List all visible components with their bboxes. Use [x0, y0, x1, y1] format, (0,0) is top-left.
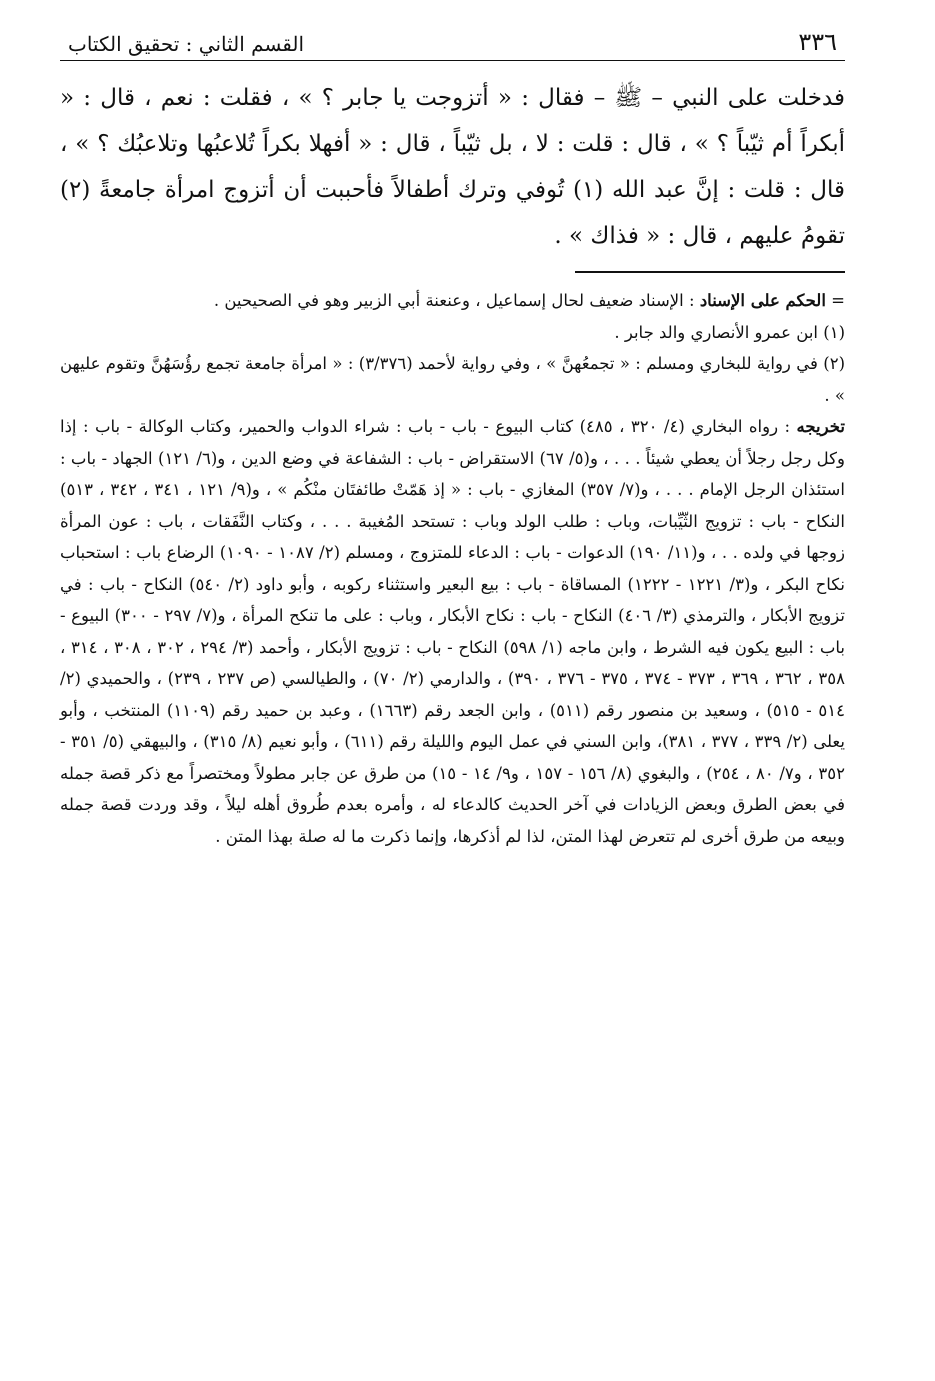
book-page — [60, 28, 845, 852]
footnote-separator — [575, 271, 845, 273]
ruling-label: الحكم على الإسناد — [699, 291, 826, 310]
main-text — [60, 75, 845, 259]
takhrij-note — [60, 411, 845, 852]
page-header — [60, 28, 845, 61]
page-number: ٣٣٦ — [798, 28, 837, 56]
takhrij-label: تخريجه — [796, 417, 845, 436]
ruling-text: : الإسناد ضعيف لحال إسماعيل ، وعنعنة أبي الزبير وهو في الصحيحين . — [213, 291, 695, 310]
footnote-2: (٢) في رواية للبخاري ومسلم : « تجمعُهنَّ » ، وفي رواية لأحمد (٣/٣٧٦) : « امرأة جامعة تجمع رؤُسَهُنَّ وتقوم عليهن » . — [60, 354, 846, 405]
main-paragraph: فدخلت على النبي – ﷺ – فقال : « أتزوجت يا جابر ؟ » ، فقلت : نعم ، قال : « أبكراً أم ثيّباً ؟ » ، قال : قلت : لا ، بل ثيّباً ، قال : « أفهلا بكراً تُلاعبُها وتلاعبُك ؟ » ، قال : قلت : إنَّ عبد الله (١) تُوفي وترك أطفالاً فأحببت أن أتزوج امرأة جامعةً (٢) تقومُ عليهم ، قال : « فذاك » . — [60, 85, 845, 249]
takhrij-text: : رواه البخاري (٤/ ٣٢٠ ، ٤٨٥) كتاب البيوع - باب - باب : شراء الدواب والحمير، وكتاب الوكالة - باب : إذا وكل رجل رجلاً أن يعطي شيئاً . . . ، و(٥/ ٦٧) الاستقراض - باب : الشفاعة في وضع الدين ، و(٦/ ١٢١) الجهاد - باب : استئذان الرجل الإمام . . . ، و(٧/ ٣٥٧) المغازي - باب : « إذ هَمّتْ طائفتَان منْكُم » ، و(٩/ ١٢١ ، ٣٤١ ، ٣٤٢ ، ٥١٣) النكاح - باب : تزويج الثّيِّبات، وباب : طلب الولد وباب : تستحد المُغيبة . . . ، وكتاب النَّفَقات ، باب : عون المرأة زوجها في ولده . . ، و(١١/ ١٩٠) الدعوات - باب : الدعاء للمتزوج ، ومسلم (٢/ ١٠٨٧ - ١٠٩٠) الرضاع باب : استحباب نكاح البكر ، و(٣/ ١٢٢١ - ١٢٢٢) المساقاة - باب : بيع البعير واستثناء ركوبه ، وأبو داود (٢/ ٥٤٠) النكاح - باب : في تزويج الأبكار ، والترمذي (٣/ ٤٠٦) النكاح - باب : نكاح الأبكار ، وباب : على ما تنكح المرأة ، و(٧/ ٢٩٧ - ٣٠٠) البيوع - باب : البيع يكون فيه الشرط ، وابن ماجه (١/ ٥٩٨) النكاح - باب : تزويج الأبكار ، وأحمد (٣/ ٢٩٤ ، ٣٠٢ ، ٣٠٨ ، ٣١٤ ، ٣٥٨ ، ٣٦٢ ، ٣٦٩ ، ٣٧٣ - ٣٧٤ ، ٣٧٥ - ٣٧٦ ، ٣٩٠) ، والدارمي (٢/ ٧٠) ، والطيالسي (ص ٢٣٧ ، ٢٣٩) ، والحميدي (٢/ ٥١٤ - ٥١٥) ، وسعيد بن منصور رقم (٥١١) ، وابن الجعد رقم (١٦٦٣) ، وعبد بن حميد رقم (١١٠٩) المنتخب ، وأبو يعلى (٢/ ٣٣٩ ، ٣٧٧ ، ٣٨١)، وابن السني في عمل اليوم والليلة رقم (٦١١) ، وأبو نعيم (٨/ ٣١٥) ، والبيهقي (٥/ ٣٥١ - ٣٥٢ ، و٧/ ٨٠ ، ٢٥٤) ، والبغوي (٨/ ١٥٦ - ١٥٧ ، و٩/ ١٤ - ١٥) من طرق عن جابر مطولاً ومختصراً مع ذكر قصة جمله في بعض الطرق وبعض الزيادات في آخر الحديث كالدعاء له ، وأمره بعدم طُروق أهله ليلاً ، وقد وردت قصة جمله وبيعه من طرق أخرى لم تتعرض لهذا المتن، لذا لم أذكرها، وإنما ذكرت ما له صلة بهذا المتن . — [60, 417, 845, 846]
running-title: القسم الثاني : تحقيق الكتاب — [68, 32, 305, 56]
footnotes — [60, 285, 845, 852]
ruling-note: = الحكم على الإسناد : الإسناد ضعيف لحال إسماعيل ، وعنعنة أبي الزبير وهو في الصحيحين . — [213, 291, 845, 310]
footnote-1: (١) ابن عمرو الأنصاري والد جابر . — [614, 322, 845, 342]
